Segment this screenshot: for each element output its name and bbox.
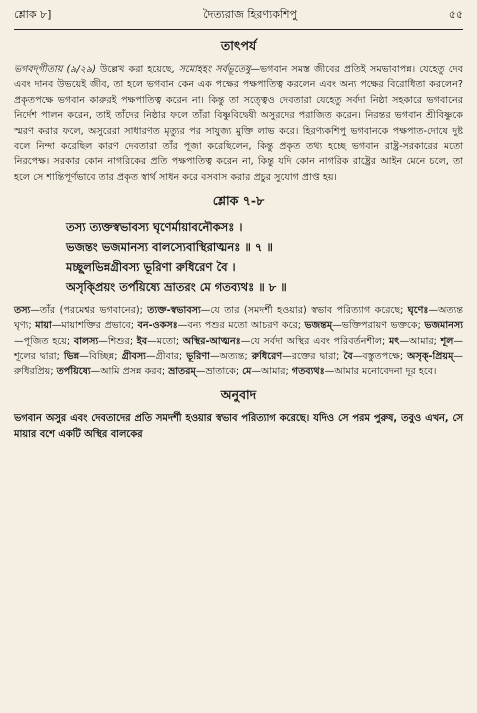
synonym-meaning: —রুধিরপ্রিয়;: [14, 350, 463, 378]
synonym-meaning: —ভক্তিপরায়ণ ভক্তকে;: [332, 320, 425, 332]
purport-text: [14, 62, 463, 185]
synonym-term: ভূরিণা: [186, 350, 210, 362]
synonym-term: গতব্যথঃ: [291, 366, 325, 378]
synonym-term: বালস্য: [73, 335, 99, 347]
synonym-term: বৈ: [343, 350, 353, 362]
purport-text-rest: —ভগবান সমস্ত জীবের প্রতিই সমভাবাপন্ন। যেহেতু দেব এবং দানব উভয়েই জীব, তা হলে ভগবান কেন এক পক্ষের পক্ষপাতিত্ব করলেন এবং অন্য পক্ষের বিরোধিতা করলেন? প্রকৃতপক্ষে ভগবান কারুরই পক্ষপাতিত্ব করেন না। কিন্তু তা সত্ত্বেও দেবতারা যেহেতু সর্বদা নিষ্ঠা সহকারে ভগবানের নির্দেশ পালন করেন, তাই তাঁদের নিষ্ঠার ফলে তাঁরা বিষ্ণুবিদ্বেষী অসুরদের পরাজিত করেন। নিরন্তর ভগবান শ্রীবিষ্ণুকে স্মরণ করার ফলে, অসুরেরা সাধারণত মৃত্যুর পর সাযুজ্য মুক্তি লাভ করে। হিরণ্যকশিপু ভগবানকে পক্ষপাত-দোষে দুষ্ট বলে নিন্দা করেছিল কারণ দেবতারা তাঁর পূজা করেছিলেন, কিন্তু প্রকৃত তথ্য হচ্ছে ভগবান রাষ্ট্র-সরকারের মতো নিরপেক্ষ। সরকার কোন নাগরিকের প্রতি পক্ষপাতিত্ব করেন না, কিন্তু যদি কোন নাগরিক রাষ্ট্রের আইন মেনে চলে, তা হলে সে শান্তিপূর্ণভাবে তার প্রকৃত স্বার্থ সাধন করে বসবাস করার প্রচুর সুযোগ প্রাপ্ত হয়।: [14, 64, 464, 183]
synonym-meaning: —বিচ্ছিন্ন;: [79, 350, 122, 362]
synonym-meaning: —শূলের দ্বারা;: [14, 335, 464, 362]
synonym-meaning: —পূজিত হয়ে;: [14, 335, 74, 347]
synonym-term: তস্য: [14, 305, 31, 317]
synonym-term: ভিন্ন: [63, 350, 80, 362]
verse-line: মচ্ছূলভিন্নগ্রীবস্য ভূরিণা রুধিরেণ বৈ ।: [66, 260, 236, 275]
synonym-meaning: —তাঁর (পরমেশ্বর ভগবানের);: [30, 305, 148, 317]
synonym-meaning: —অত্যন্ত;: [209, 350, 252, 362]
purport-heading: তাৎপর্য: [220, 38, 257, 53]
synonym-meaning: —যে তার (সমদর্শী হওয়ার) স্বভাব পরিত্যাগ করেছে;: [200, 305, 408, 317]
chapter-title: দৈত্যরাজ হিরণ্যকশিপু: [203, 8, 298, 21]
synonym-meaning: —আমার মনোবেদনা দূর হবে।: [324, 366, 437, 378]
synonym-meaning: —মতো;: [147, 335, 183, 347]
synonym-term: বন-ওকসঃ: [137, 320, 178, 332]
synonym-term: ভজন্তম্: [304, 320, 333, 332]
synonym-meaning: —বন্য পশুর মতো আচরণ করে;: [177, 320, 305, 332]
synonym-term: ভ্রাতরম্: [168, 366, 196, 378]
synonym-meaning: —গ্রীবার;: [145, 350, 187, 362]
translation-heading: অনুবাদ: [220, 387, 257, 403]
synonym-term: অস্থির-আত্মনঃ: [182, 335, 241, 347]
synonym-meaning: —শিশুর;: [98, 335, 137, 347]
verse-line: অসৃক্প্রিয়ং তর্পয়িষ্যে ভ্রাতরং মে গতব্যথঃ ॥ ৮ ॥: [66, 280, 287, 295]
synonym-term: রুধিরেণ: [251, 350, 283, 362]
synonym-term: অসৃক্-প্রিয়ম্: [407, 350, 454, 362]
synonym-term: মায়া: [35, 320, 52, 332]
synonym-meaning: —আমার;: [251, 366, 292, 378]
purport-quote: সমোহহং সর্বভূতেষু: [178, 64, 251, 75]
verse-line: ভজন্তং ভজমানস্য বালস্যেবাস্থিরাত্মনঃ ॥ ৭ ॥: [66, 240, 273, 255]
synonym-term: মে: [242, 366, 252, 378]
translation-text: ভগবান অসুর এবং দেবতাদের প্রতি সমদর্শী হওয়ার স্বভাব পরিত্যাগ করেছে। যদিও সে পরম পুরুষ, তবুও এখন, সে মায়ার বশে একটি অস্থির বালকের: [14, 413, 463, 440]
verse-text: [66, 217, 463, 297]
running-header: [14, 6, 463, 30]
synonym-meaning: —বস্তুতপক্ষে;: [352, 350, 408, 362]
synonym-term: তর্পয়িষ্যে: [56, 366, 91, 378]
synonym-meaning: —আমার;: [399, 335, 441, 347]
synonym-term: শূল: [440, 335, 454, 347]
synonym-meaning: —রক্তের দ্বারা;: [282, 350, 344, 362]
synonym-term: গ্রীবস্য: [121, 350, 146, 362]
purport-citation: ভগবদ্‌গীতায় (৯/২৯): [14, 64, 96, 75]
synonym-meaning: —অত্যন্ত ঘৃণ্য;: [14, 305, 463, 332]
synonyms-text: [14, 303, 463, 379]
verse-line: তস্য ত্যক্তস্বভাবস্য ঘৃণের্মায়াবনৌকসঃ ।: [66, 220, 243, 235]
page-number: ৫৫: [448, 8, 463, 21]
synonym-term: ভজমানস্য: [424, 320, 464, 332]
synonym-meaning: —আমি প্রসন্ন করব;: [90, 366, 169, 378]
synonym-term: ইব: [136, 335, 148, 347]
verse-reference: শ্লোক ৮]: [14, 8, 52, 21]
verse-heading: শ্লোক ৭-৮: [212, 193, 265, 209]
synonym-term: ত্যক্ত-স্বভাবস্য: [147, 305, 201, 317]
synonym-term: ঘৃণেঃ: [407, 305, 429, 317]
purport-text-mid: উল্লেখ করা হয়েছে,: [95, 64, 179, 75]
synonym-term: মৎ: [388, 335, 400, 347]
synonym-meaning: —যে সর্বদা অস্থির এবং পরিবর্তনশীল;: [240, 335, 389, 347]
synonym-meaning: —মায়াশক্তির প্রভাবে;: [51, 320, 138, 332]
synonym-meaning: —ভ্রাতাকে;: [195, 366, 243, 378]
